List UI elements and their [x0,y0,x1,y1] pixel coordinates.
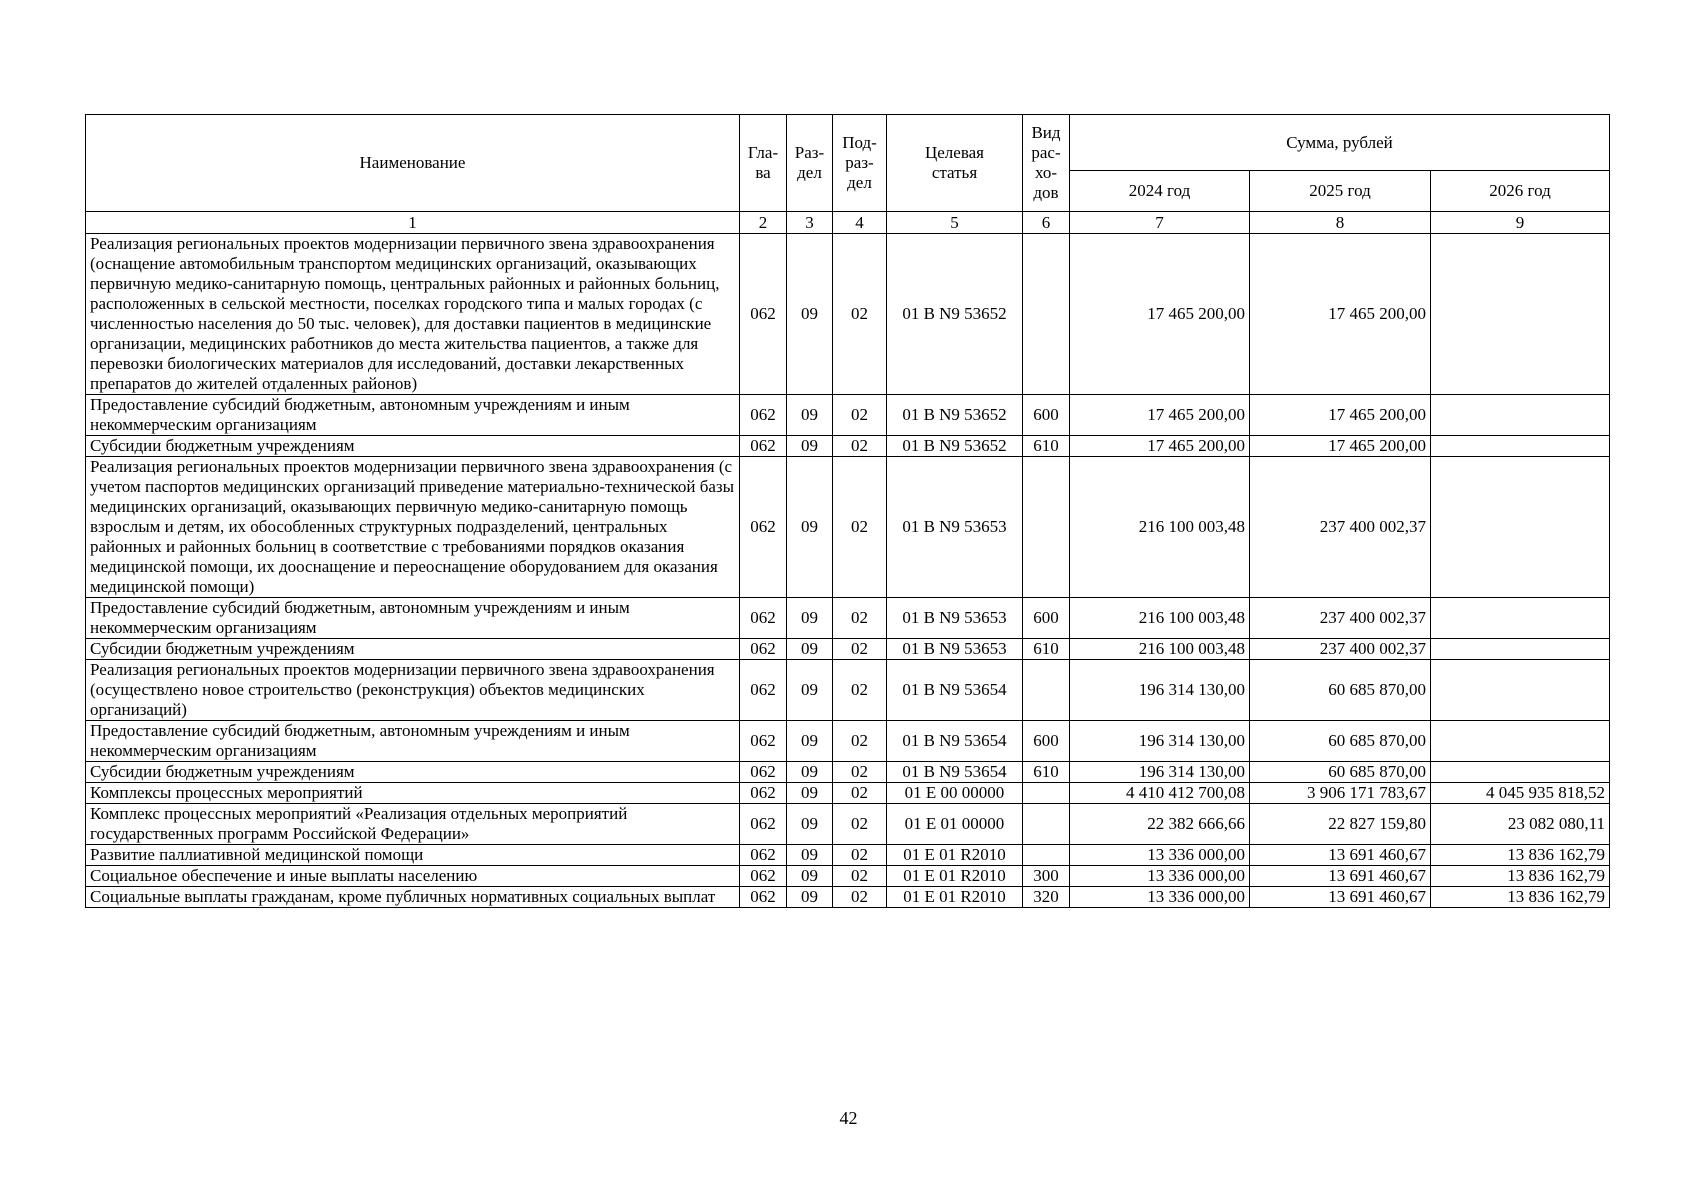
row-chapter: 062 [740,804,787,845]
header-target: Целевая статья [887,115,1023,212]
row-sum-2025: 13 691 460,67 [1250,845,1431,866]
row-sum-2026: 13 836 162,79 [1431,866,1610,887]
row-expense-type: 600 [1023,598,1070,639]
row-target: 01 В N9 53653 [887,598,1023,639]
row-sum-2024: 216 100 003,48 [1070,598,1250,639]
column-number: 9 [1431,212,1610,234]
row-name: Предоставление субсидий бюджетным, автономным учреждениям и иным некоммерческим организациям [86,395,740,436]
row-subsection: 02 [833,804,887,845]
table-row [86,721,1610,762]
row-subsection: 02 [833,721,887,762]
row-sum-2026 [1431,457,1610,598]
row-expense-type: 320 [1023,887,1070,908]
row-sum-2026: 23 082 080,11 [1431,804,1610,845]
row-sum-2025: 17 465 200,00 [1250,436,1431,457]
row-name: Субсидии бюджетным учреждениям [86,762,740,783]
row-sum-2024: 196 314 130,00 [1070,762,1250,783]
row-sum-2025: 60 685 870,00 [1250,660,1431,721]
row-chapter: 062 [740,234,787,395]
row-expense-type: 600 [1023,395,1070,436]
row-sum-2026 [1431,762,1610,783]
row-subsection: 02 [833,783,887,804]
row-target: 01 В N9 53653 [887,457,1023,598]
row-sum-2025: 22 827 159,80 [1250,804,1431,845]
header-expense-type: Вид рас- хо- дов [1023,115,1070,212]
row-name: Реализация региональных проектов модернизации первичного звена здравоохранения (с учетом паспортов медицинских организаций приведение материально-технической базы медицинских организаций, оказывающих первичную медико-санитарную помощь взрослым и детям, их обособленных структурных подразделений, центральных районных и районных больниц в соответствие с требованиями порядков оказания медицинской помощи, их дооснащение и переоснащение оборудованием для оказания медицинской помощи) [86,457,740,598]
row-section: 09 [787,866,833,887]
row-target: 01 В N9 53654 [887,660,1023,721]
column-number: 8 [1250,212,1431,234]
row-subsection: 02 [833,436,887,457]
row-sum-2024: 17 465 200,00 [1070,436,1250,457]
column-number: 3 [787,212,833,234]
row-subsection: 02 [833,866,887,887]
table-row [86,234,1610,395]
header-2024: 2024 год [1070,171,1250,212]
row-sum-2025: 237 400 002,37 [1250,639,1431,660]
row-sum-2024: 216 100 003,48 [1070,639,1250,660]
row-subsection: 02 [833,845,887,866]
row-section: 09 [787,436,833,457]
row-name: Развитие паллиативной медицинской помощи [86,845,740,866]
row-section: 09 [787,721,833,762]
table-row [86,395,1610,436]
row-sum-2024: 216 100 003,48 [1070,457,1250,598]
row-chapter: 062 [740,660,787,721]
row-chapter: 062 [740,845,787,866]
row-sum-2026: 4 045 935 818,52 [1431,783,1610,804]
row-sum-2024: 22 382 666,66 [1070,804,1250,845]
row-section: 09 [787,234,833,395]
row-target: 01 В N9 53652 [887,234,1023,395]
row-subsection: 02 [833,457,887,598]
table-row [86,660,1610,721]
row-target: 01 В N9 53652 [887,395,1023,436]
header-subsection: Под- раз- дел [833,115,887,212]
row-sum-2025: 3 906 171 783,67 [1250,783,1431,804]
row-sum-2024: 13 336 000,00 [1070,845,1250,866]
row-expense-type [1023,660,1070,721]
row-section: 09 [787,783,833,804]
row-sum-2024: 196 314 130,00 [1070,660,1250,721]
row-subsection: 02 [833,639,887,660]
row-subsection: 02 [833,660,887,721]
table-row [86,598,1610,639]
row-subsection: 02 [833,234,887,395]
budget-table [85,114,1610,908]
row-sum-2024: 13 336 000,00 [1070,866,1250,887]
row-sum-2025: 237 400 002,37 [1250,598,1431,639]
row-name: Предоставление субсидий бюджетным, автономным учреждениям и иным некоммерческим организациям [86,598,740,639]
column-number: 2 [740,212,787,234]
row-sum-2025: 60 685 870,00 [1250,762,1431,783]
row-sum-2026: 13 836 162,79 [1431,845,1610,866]
row-chapter: 062 [740,762,787,783]
row-name: Комплекс процессных мероприятий «Реализация отдельных мероприятий государственных программ Российской Федерации» [86,804,740,845]
table-row [86,436,1610,457]
row-expense-type [1023,457,1070,598]
row-sum-2025: 17 465 200,00 [1250,395,1431,436]
row-sum-2026 [1431,234,1610,395]
table-row [86,639,1610,660]
row-subsection: 02 [833,395,887,436]
row-expense-type: 610 [1023,639,1070,660]
row-target: 01 Е 01 R2010 [887,887,1023,908]
row-sum-2025: 13 691 460,67 [1250,866,1431,887]
row-expense-type [1023,783,1070,804]
row-chapter: 062 [740,866,787,887]
row-sum-2026 [1431,660,1610,721]
row-section: 09 [787,457,833,598]
table-row [86,804,1610,845]
row-expense-type: 600 [1023,721,1070,762]
row-target: 01 В N9 53652 [887,436,1023,457]
header-2025: 2025 год [1250,171,1431,212]
row-target: 01 В N9 53654 [887,762,1023,783]
row-target: 01 В N9 53654 [887,721,1023,762]
row-sum-2024: 13 336 000,00 [1070,887,1250,908]
row-chapter: 062 [740,721,787,762]
row-section: 09 [787,887,833,908]
table-row [86,457,1610,598]
row-subsection: 02 [833,887,887,908]
row-sum-2024: 4 410 412 700,08 [1070,783,1250,804]
header-chapter: Гла- ва [740,115,787,212]
table-row [86,887,1610,908]
header-sum: Сумма, рублей [1070,115,1610,171]
row-name: Социальные выплаты гражданам, кроме публичных нормативных социальных выплат [86,887,740,908]
row-name: Субсидии бюджетным учреждениям [86,639,740,660]
row-name: Комплексы процессных мероприятий [86,783,740,804]
table-body [86,234,1610,908]
row-name: Социальное обеспечение и иные выплаты населению [86,866,740,887]
row-sum-2025: 17 465 200,00 [1250,234,1431,395]
row-target: 01 Е 01 R2010 [887,845,1023,866]
row-section: 09 [787,598,833,639]
row-sum-2024: 17 465 200,00 [1070,395,1250,436]
row-chapter: 062 [740,887,787,908]
column-number-row [86,212,1610,234]
row-section: 09 [787,762,833,783]
row-expense-type [1023,234,1070,395]
row-section: 09 [787,660,833,721]
row-chapter: 062 [740,639,787,660]
row-expense-type: 300 [1023,866,1070,887]
table-row [86,845,1610,866]
row-expense-type [1023,804,1070,845]
column-number: 4 [833,212,887,234]
row-name: Предоставление субсидий бюджетным, автономным учреждениям и иным некоммерческим организациям [86,721,740,762]
row-name: Реализация региональных проектов модернизации первичного звена здравоохранения (осуществлено новое строительство (реконструкция) объектов медицинских организаций) [86,660,740,721]
table-row [86,783,1610,804]
row-sum-2025: 13 691 460,67 [1250,887,1431,908]
row-chapter: 062 [740,598,787,639]
row-sum-2025: 237 400 002,37 [1250,457,1431,598]
table-row [86,762,1610,783]
row-sum-2025: 60 685 870,00 [1250,721,1431,762]
row-sum-2026 [1431,721,1610,762]
row-section: 09 [787,395,833,436]
header-2026: 2026 год [1431,171,1610,212]
header-section: Раз- дел [787,115,833,212]
row-chapter: 062 [740,395,787,436]
row-expense-type: 610 [1023,762,1070,783]
row-expense-type: 610 [1023,436,1070,457]
table-row [86,866,1610,887]
column-number: 5 [887,212,1023,234]
row-section: 09 [787,639,833,660]
page-number: 42 [839,1108,858,1128]
row-sum-2026 [1431,598,1610,639]
row-name: Реализация региональных проектов модернизации первичного звена здравоохранения (оснащение автомобильным транспортом медицинских организаций, оказывающих первичную медико-санитарную помощь, центральных районных и районных больниц, расположенных в сельской местности, поселках городского типа и малых городах (с численностью населения до 50 тыс. человек), для доставки пациентов в медицинские организации, медицинских работников до места жительства пациентов, а также для перевозки биологических материалов для исследований, доставки лекарственных препаратов до жителей отдаленных районов) [86,234,740,395]
row-target: 01 В N9 53653 [887,639,1023,660]
column-number: 6 [1023,212,1070,234]
row-target: 01 Е 00 00000 [887,783,1023,804]
row-sum-2024: 196 314 130,00 [1070,721,1250,762]
row-expense-type [1023,845,1070,866]
row-sum-2026 [1431,395,1610,436]
row-name: Субсидии бюджетным учреждениям [86,436,740,457]
row-sum-2024: 17 465 200,00 [1070,234,1250,395]
column-number: 1 [86,212,740,234]
row-sum-2026 [1431,639,1610,660]
row-section: 09 [787,845,833,866]
row-chapter: 062 [740,457,787,598]
row-chapter: 062 [740,783,787,804]
row-sum-2026: 13 836 162,79 [1431,887,1610,908]
header-name: Наименование [86,115,740,212]
row-sum-2026 [1431,436,1610,457]
row-chapter: 062 [740,436,787,457]
row-target: 01 Е 01 R2010 [887,866,1023,887]
row-subsection: 02 [833,762,887,783]
row-subsection: 02 [833,598,887,639]
row-section: 09 [787,804,833,845]
row-target: 01 Е 01 00000 [887,804,1023,845]
column-number: 7 [1070,212,1250,234]
